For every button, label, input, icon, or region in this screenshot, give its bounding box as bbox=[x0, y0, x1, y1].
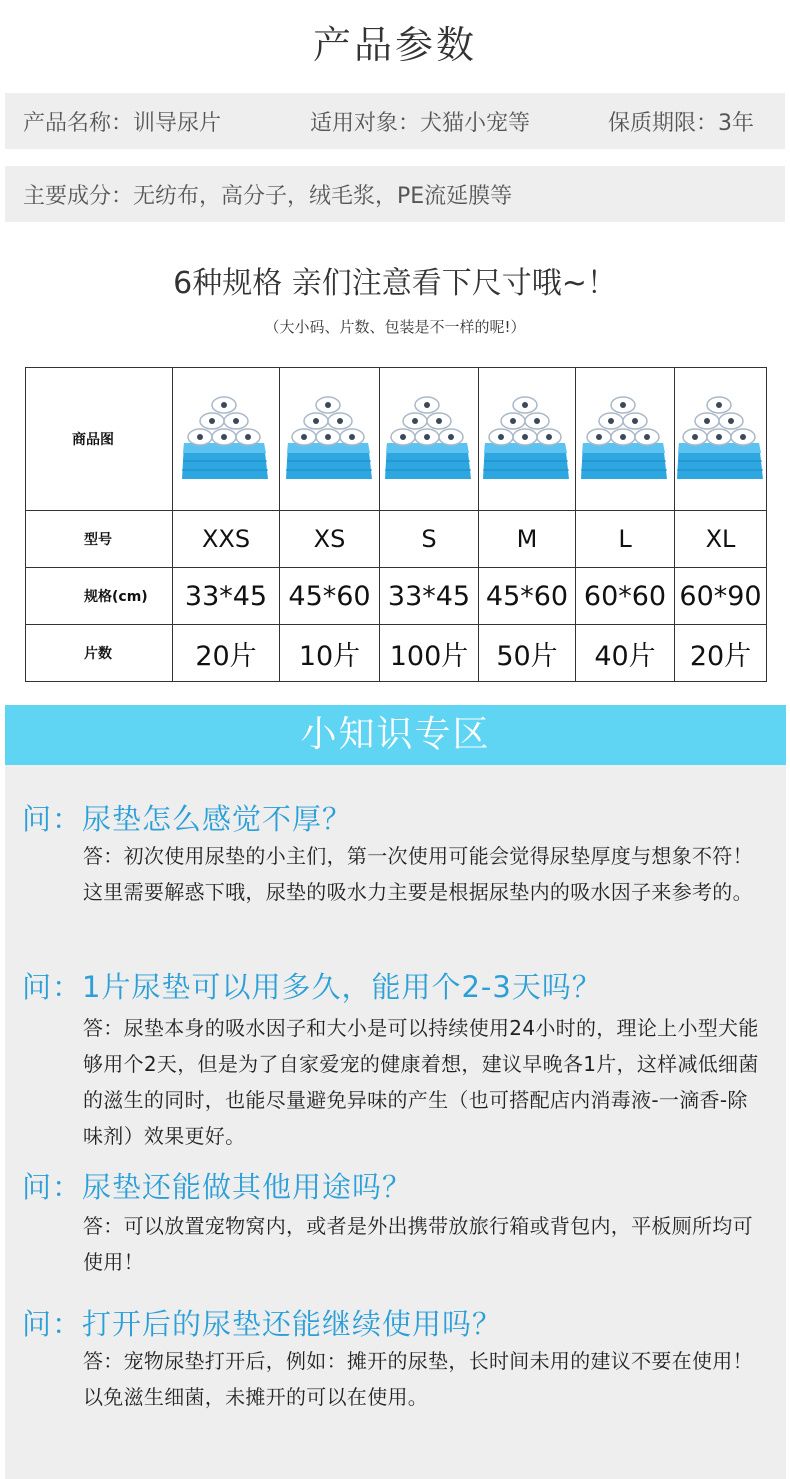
spec-subtitle: （大小码、片数、包装是不一样的呢!） bbox=[264, 318, 526, 336]
product-image-s bbox=[380, 368, 479, 511]
page-title: 产品参数 bbox=[312, 23, 477, 67]
pad-pack-icon bbox=[383, 391, 475, 487]
size-cell: 45*60 bbox=[479, 568, 576, 625]
spec-row-type bbox=[26, 511, 767, 568]
type-cell: S bbox=[380, 511, 479, 568]
row-label-size: 规格(cm) bbox=[26, 568, 173, 625]
pieces-cell: 20片 bbox=[173, 625, 280, 682]
faq-question: 问：1片尿垫可以用多久，能用个2-3天吗？ bbox=[22, 970, 602, 1004]
product-image-xl bbox=[675, 368, 767, 511]
pieces-cell: 20片 bbox=[675, 625, 767, 682]
faq-question: 问：打开后的尿垫还能继续使用吗？ bbox=[22, 1307, 503, 1341]
spec-table bbox=[25, 367, 767, 682]
pad-stack-shape bbox=[286, 443, 372, 479]
pad-stack-shape bbox=[385, 443, 471, 479]
type-cell: M bbox=[479, 511, 576, 568]
pad-pack-icon bbox=[675, 391, 767, 487]
row-label-image: 商品图 bbox=[26, 368, 173, 511]
size-cell: 33*45 bbox=[173, 568, 280, 625]
pad-stack-shape bbox=[182, 443, 268, 479]
pad-pack-icon bbox=[481, 391, 573, 487]
size-cell: 60*90 bbox=[675, 568, 767, 625]
row-label-type: 型号 bbox=[26, 511, 173, 568]
product-image-xxs bbox=[173, 368, 280, 511]
faq-question: 问：尿垫还能做其他用途吗？ bbox=[22, 1170, 413, 1204]
product-image-xs bbox=[280, 368, 380, 511]
product-name: 产品名称：训导尿片 bbox=[23, 110, 222, 136]
spec-row-image bbox=[26, 368, 767, 511]
pieces-cell: 50片 bbox=[479, 625, 576, 682]
info-band-basic bbox=[5, 93, 785, 149]
pad-stack-shape bbox=[483, 443, 569, 479]
spec-row-pieces bbox=[26, 625, 767, 682]
product-target: 适用对象：犬猫小宠等 bbox=[310, 110, 531, 136]
product-material: 主要成分：无纺布，高分子，绒毛浆，PE流延膜等 bbox=[23, 183, 513, 209]
type-cell: XS bbox=[280, 511, 380, 568]
knowledge-header: 小知识专区 bbox=[5, 705, 786, 765]
size-cell: 60*60 bbox=[576, 568, 675, 625]
size-cell: 45*60 bbox=[280, 568, 380, 625]
pieces-cell: 40片 bbox=[576, 625, 675, 682]
pad-pack-icon bbox=[284, 391, 376, 487]
info-band-material bbox=[5, 166, 785, 222]
faq-question: 问：尿垫怎么感觉不厚？ bbox=[22, 802, 353, 836]
spec-title: 6种规格 亲们注意看下尺寸哦~！ bbox=[173, 266, 617, 301]
pad-stack-shape bbox=[677, 443, 763, 479]
pad-pack-icon bbox=[180, 391, 272, 487]
product-image-l bbox=[576, 368, 675, 511]
pad-stack-shape bbox=[581, 443, 667, 479]
pad-pack-icon bbox=[579, 391, 671, 487]
product-image-m bbox=[479, 368, 576, 511]
pieces-cell: 100片 bbox=[380, 625, 479, 682]
faq-answer: 答：初次使用尿垫的小主们，第一次使用可能会觉得尿垫厚度与想象不符！这里需要解惑下哦，尿垫的吸水力主要是根据尿垫内的吸水因子来参考的。 bbox=[83, 844, 753, 904]
faq-answer: 答：尿垫本身的吸水因子和大小是可以持续使用24小时的，理论上小型犬能够用个2天，但是为了自家爱宠的健康着想，建议早晚各1片，这样减低细菌的滋生的同时，也能尽量避免异味的产生（也可搭配店内消毒液-一滴香-除味剂）效果更好。 bbox=[83, 1016, 759, 1148]
faq-answer: 答：可以放置宠物窝内，或者是外出携带放旅行箱或背包内，平板厕所均可使用！ bbox=[83, 1214, 753, 1274]
spec-row-size bbox=[26, 568, 767, 625]
type-cell: L bbox=[576, 511, 675, 568]
product-shelf-life: 保质期限：3年 bbox=[608, 110, 754, 136]
row-label-pieces: 片数 bbox=[26, 625, 173, 682]
size-cell: 33*45 bbox=[380, 568, 479, 625]
type-cell: XXS bbox=[173, 511, 280, 568]
faq-answer: 答：宠物尿垫打开后，例如：摊开的尿垫，长时间未用的建议不要在使用！以免滋生细菌，未摊开的可以在使用。 bbox=[83, 1349, 753, 1409]
type-cell: XL bbox=[675, 511, 767, 568]
pieces-cell: 10片 bbox=[280, 625, 380, 682]
